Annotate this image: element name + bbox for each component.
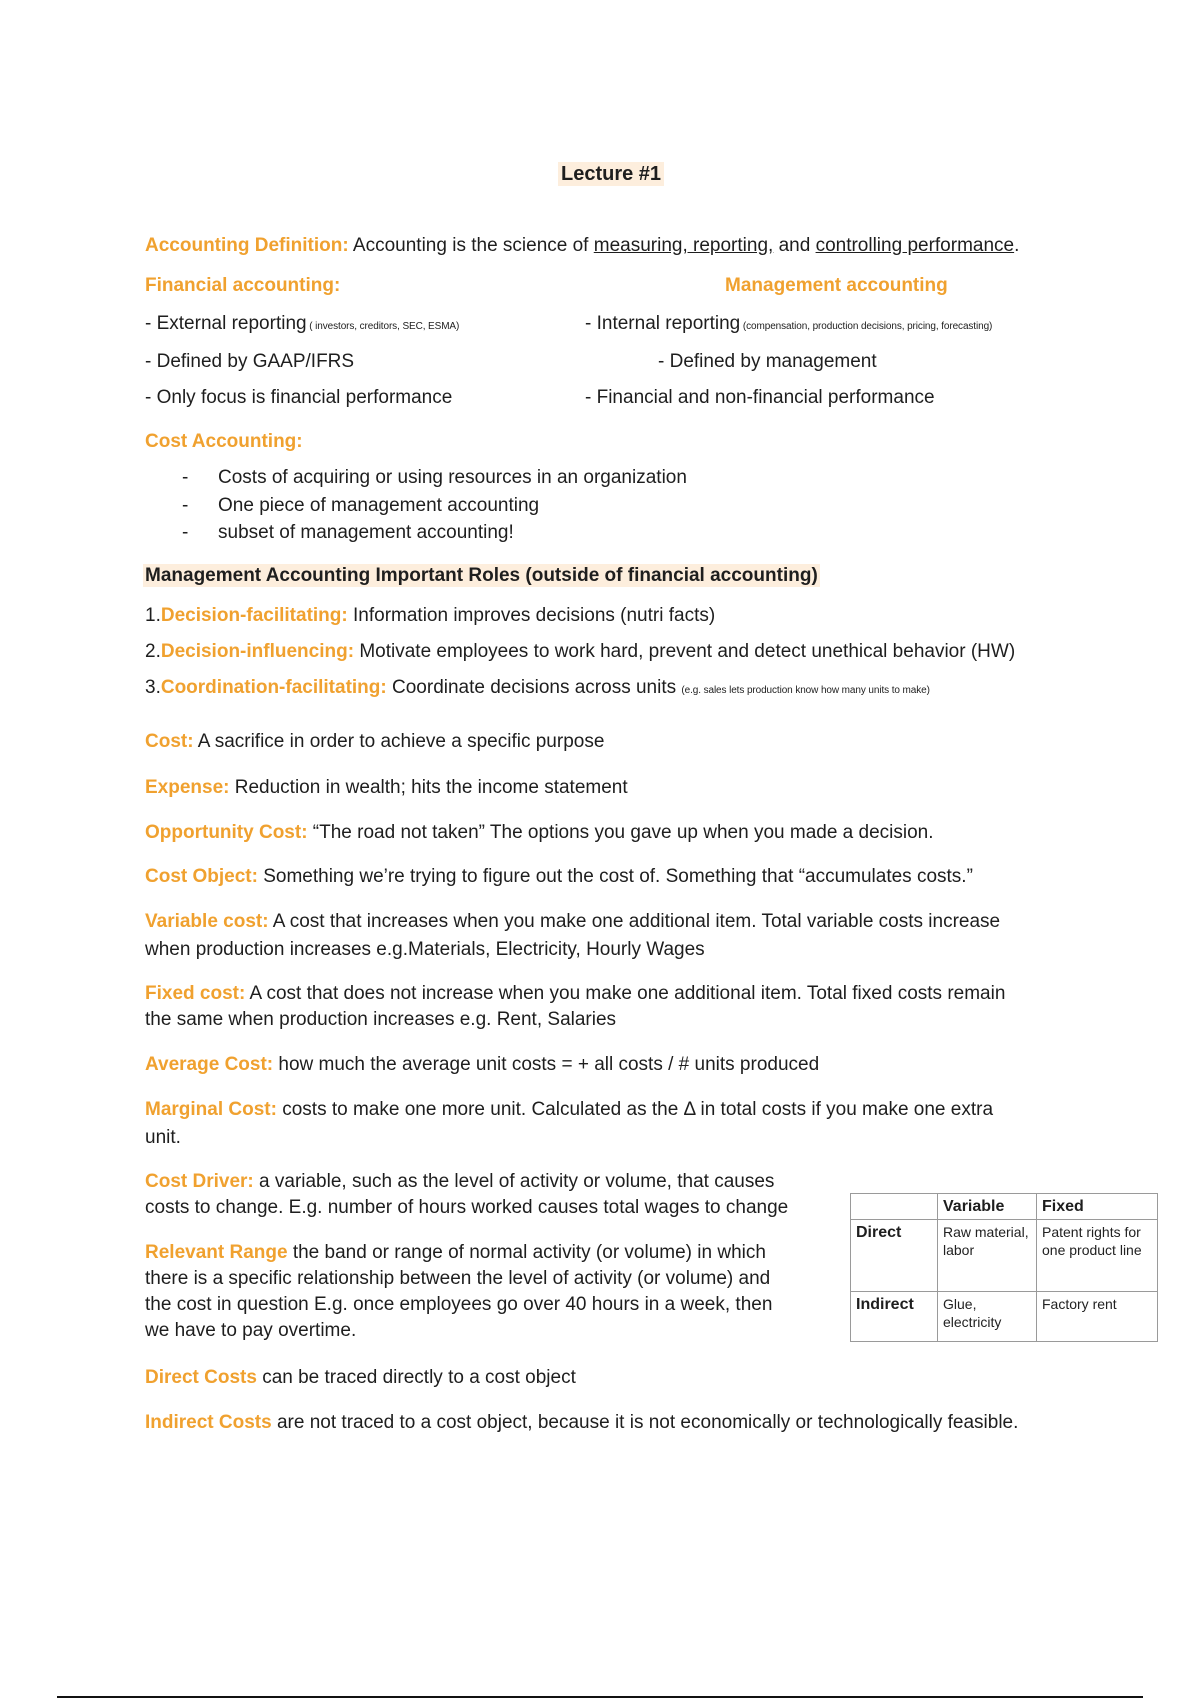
management-item-defined: - Defined by management <box>658 351 877 372</box>
management-accounting-heading: Management accounting <box>725 275 948 296</box>
financial-accounting-heading: Financial accounting: <box>145 275 341 296</box>
term-cost-driver: Cost Driver: a variable, such as the level of activity or volume, that causes costs to change. E.g. number of hours worked causes total wages to change <box>145 1171 789 1218</box>
term-expense: Expense: Reduction in wealth; hits the income statement <box>145 777 628 798</box>
role-item: 2.Decision-influencing: Motivate employees to work hard, prevent and detect unethical behavior (HW) <box>145 641 1016 662</box>
table-cell: Raw material, labor <box>938 1220 1037 1292</box>
financial-item-external: - External reporting ( investors, creditors, SEC, ESMA) <box>145 313 460 334</box>
cost-classification-table <box>850 1193 1158 1342</box>
list-item: Costs of acquiring or using resources in an organization <box>218 467 687 488</box>
table-cell: Factory rent <box>1037 1292 1158 1342</box>
term-variable-cost: Variable cost: A cost that increases when you make one additional item. Total variable costs increase when production increases e.g.Materials, Electricity, Hourly Wages <box>145 911 1001 960</box>
role-item: 3.Coordination-facilitating: Coordinate decisions across units (e.g. sales lets production know how many units to make) <box>145 677 930 698</box>
financial-item-focus: - Only focus is financial performance <box>145 387 453 408</box>
term-fixed-cost: Fixed cost: A cost that does not increase when you make one additional item. Total fixed costs remain the same when production increases e.g. Rent, Salaries <box>145 983 1006 1030</box>
role-item: 1.Decision-facilitating: Information improves decisions (nutri facts) <box>145 605 716 626</box>
term-cost-object: Cost Object: Something we’re trying to figure out the cost of. Something that “accumulates costs.” <box>145 866 973 887</box>
table-cell: Patent rights for one product line <box>1037 1220 1158 1292</box>
term-cost: Cost: A sacrifice in order to achieve a specific purpose <box>145 731 605 752</box>
table-row <box>851 1194 1158 1220</box>
table-cell: Glue, electricity <box>938 1292 1037 1342</box>
table-row <box>851 1292 1158 1342</box>
table-row <box>851 1220 1158 1292</box>
term-opportunity-cost: Opportunity Cost: “The road not taken” The options you gave up when you made a decision. <box>145 822 934 843</box>
list-bullet: - <box>182 467 189 488</box>
term-indirect-costs: Indirect Costs are not traced to a cost object, because it is not economically or technologically feasible. <box>145 1412 1019 1433</box>
term-relevant-range: Relevant Range the band or range of normal activity (or volume) in which there is a specific relationship between the level of activity (or volume) and the cost in question E.g. once employees go over 40 hours in a week, then we have to pay overtime. <box>145 1242 773 1341</box>
term-direct-costs: Direct Costs can be traced directly to a cost object <box>145 1367 576 1388</box>
financial-item-gaap: - Defined by GAAP/IFRS <box>145 351 355 372</box>
table-header-cell: Variable <box>938 1194 1037 1220</box>
cost-accounting-heading: Cost Accounting: <box>145 431 303 452</box>
roles-heading: Management Accounting Important Roles (outside of financial accounting) <box>145 565 818 586</box>
term-marginal-cost: Marginal Cost: costs to make one more unit. Calculated as the Δ in total costs if you make one extra unit. <box>145 1099 994 1148</box>
term-average-cost: Average Cost: how much the average unit costs = + all costs / # units produced <box>145 1054 820 1075</box>
list-bullet: - <box>182 495 189 516</box>
list-item: subset of management accounting! <box>218 522 514 543</box>
table-row-label: Indirect <box>851 1292 938 1342</box>
list-bullet: - <box>182 522 189 543</box>
table-header-cell <box>851 1194 938 1220</box>
management-item-performance: - Financial and non-financial performance <box>585 387 935 408</box>
table-row-label: Direct <box>851 1220 938 1292</box>
table-header-cell: Fixed <box>1037 1194 1158 1220</box>
page-title: Lecture #1 <box>558 163 664 186</box>
management-item-internal: - Internal reporting (compensation, production decisions, pricing, forecasting) <box>585 313 993 334</box>
page-bottom-rule <box>57 1696 1143 1698</box>
accounting-definition: Accounting Definition: Accounting is the science of measuring, reporting, and controlling performance. <box>145 235 1020 256</box>
list-item: One piece of management accounting <box>218 495 540 516</box>
